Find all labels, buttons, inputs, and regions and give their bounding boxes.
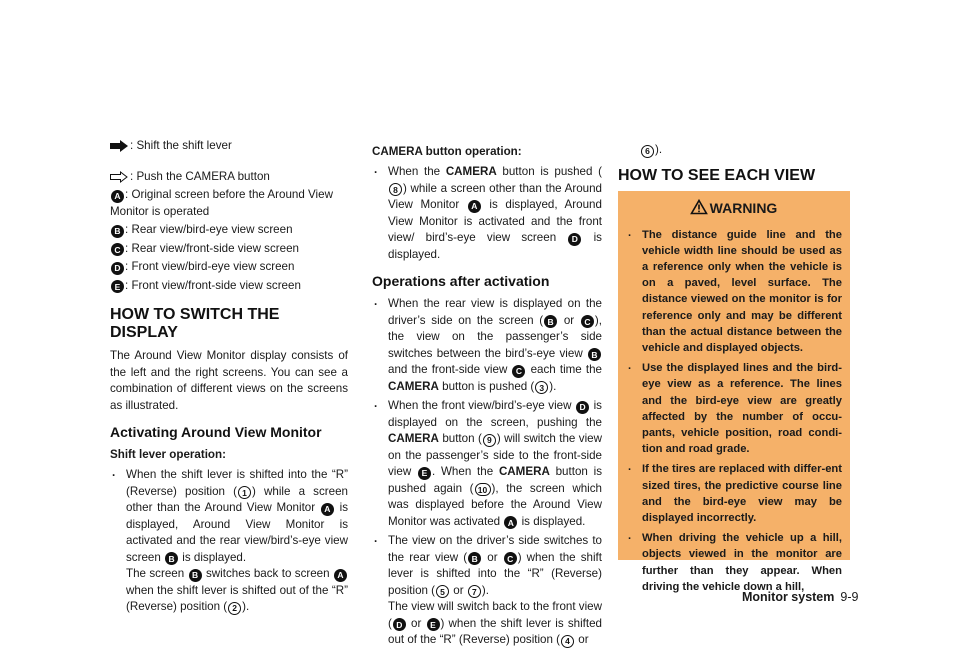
legend-d: D : Front view/bird-eye view screen [110, 259, 348, 276]
list-item: . When the shift lever is shifted into the “R” (Reverse) position ( 1 ) while a screen other than the Around View Monitor A is displayed, Around View Monitor is activated and the rear view/bird’s-eye view screen B is displayed. The screen B switches back to screen A when the shift lever is shifted out of the “R” (Reverse) position ( 2 ). [110, 467, 348, 616]
warning-triangle-icon [691, 200, 707, 214]
camera-op-list [372, 164, 602, 263]
intro-paragraph: The Around View Monitor display consists of the left and the right screens. You can see a combination of different views on the screens as illustrated. [110, 349, 348, 412]
step-badge: 3 [535, 381, 548, 394]
warning-box [618, 191, 850, 593]
badge-d: D [111, 262, 124, 275]
badge-b: B [111, 225, 124, 238]
step-badge: 7 [468, 585, 481, 598]
badge-c: C [111, 243, 124, 256]
warning-list [626, 227, 842, 595]
warning-title: WARNING [626, 199, 842, 217]
column-left [110, 138, 348, 619]
legend-c: C : Rear view/front-side view screen [110, 241, 348, 258]
list-item: . Use the displayed lines and the bird-eye view as a reference. The lines and the bird-eye view are greatly affected by the number of occu-pants, vehicle position, road condi-tion and road grade. [626, 360, 842, 457]
badge-b: B [189, 569, 202, 582]
outline-arrow-icon [110, 171, 128, 183]
badge-b: B [468, 552, 481, 565]
step-badge: 9 [483, 434, 496, 447]
continued-text: 6 ). [618, 142, 850, 159]
column-middle [372, 142, 602, 652]
step-badge: 1 [238, 486, 251, 499]
legend-b: B : Rear view/bird-eye view screen [110, 222, 348, 239]
badge-c: C [512, 365, 525, 378]
badge-c: C [504, 552, 517, 565]
badge-a: A [334, 569, 347, 582]
list-item: . When the rear view is displayed on the driver’s side on the screen ( B or C ), the view on the passenger’s side switches between the bird’s-eye view B and the front-side view C each time the CAMERA button is pushed ( 3 ). [372, 296, 602, 395]
list-item: . When driving the vehicle up a hill, objects viewed in the monitor are further than they appear. When driving the vehicle down a hill, [626, 530, 842, 595]
step-badge: 2 [228, 602, 241, 615]
heading-shift-lever-op: Shift lever operation: [110, 448, 226, 461]
heading-after-activation: Operations after activation [372, 273, 550, 289]
heading-camera-op: CAMERA button operation: [372, 145, 522, 158]
badge-b: B [588, 348, 601, 361]
list-item: . When the CAMERA button is pushed (8 ) while a screen other than the Around View Monitor A is displayed, Around View Monitor is activated and the front view/ bird’s-eye view screen D is displayed. [372, 164, 602, 263]
heading-activating: Activating Around View Monitor [110, 424, 322, 440]
list-item: . When the front view/bird’s-eye view D is displayed on the screen, pushing the CAMERA button ( 9 ) will switch the view on the passenger’s side to the front-side view E . When the CAMERA button is pushed again ( 10 ), the screen which was displayed before the Around View Monitor was activated A is displayed. [372, 398, 602, 530]
list-item: . The view on the driver’s side switches to the rear view ( B or C ) when the shift lever is shifted into the “R” (Reverse) position ( 5 or 7 ). The view will switch back to the front view ( D or E ) when the shift lever is shifted out of the “R” (Reverse) position ( 4 or [372, 533, 602, 649]
badge-e: E [111, 280, 124, 293]
page-number: 9-9 [840, 590, 859, 604]
heading-see-each-view: HOW TO SEE EACH VIEW [618, 166, 816, 184]
legend-e: E : Front view/front-side view screen [110, 278, 348, 295]
legend-a: A : Original screen before the Around View Monitor is operated [110, 188, 333, 218]
column-right [618, 142, 850, 593]
after-activation-list [372, 296, 602, 649]
shift-op-list [110, 467, 348, 616]
badge-e: E [418, 467, 431, 480]
badge-d: D [393, 618, 406, 631]
page-footer [742, 590, 858, 604]
list-item: . The distance guide line and the vehicle width line should be used as a reference only when the vehicle is on a paved, level surface. The distance viewed on the monitor is for reference only and may be different than the actual distance between the vehicle and displayed objects. [626, 227, 842, 357]
legend-camera-button: : Push the CAMERA button [110, 169, 348, 186]
badge-c: C [581, 315, 594, 328]
badge-b: B [165, 552, 178, 565]
step-badge: 5 [436, 585, 449, 598]
step-badge: 10 [475, 483, 491, 496]
step-badge: 6 [641, 145, 654, 158]
badge-a: A [321, 503, 334, 516]
list-item: . If the tires are replaced with differ-ent sized tires, the predictive course line and the bird-eye view may be displayed incorrectly. [626, 461, 842, 526]
legend-shift-lever: : Shift the shift lever [110, 138, 348, 155]
solid-arrow-icon [110, 140, 128, 152]
badge-e: E [427, 618, 440, 631]
footer-section-label: Monitor system [742, 590, 835, 604]
badge-a: A [468, 200, 481, 213]
badge-d: D [568, 233, 581, 246]
badge-a: A [504, 516, 517, 529]
badge-d: D [576, 401, 589, 414]
step-badge: 4 [561, 635, 574, 648]
badge-b: B [544, 315, 557, 328]
heading-switch-display: HOW TO SWITCH THE DISPLAY [110, 306, 280, 341]
step-badge: 8 [389, 183, 402, 196]
badge-a: A [111, 190, 124, 203]
